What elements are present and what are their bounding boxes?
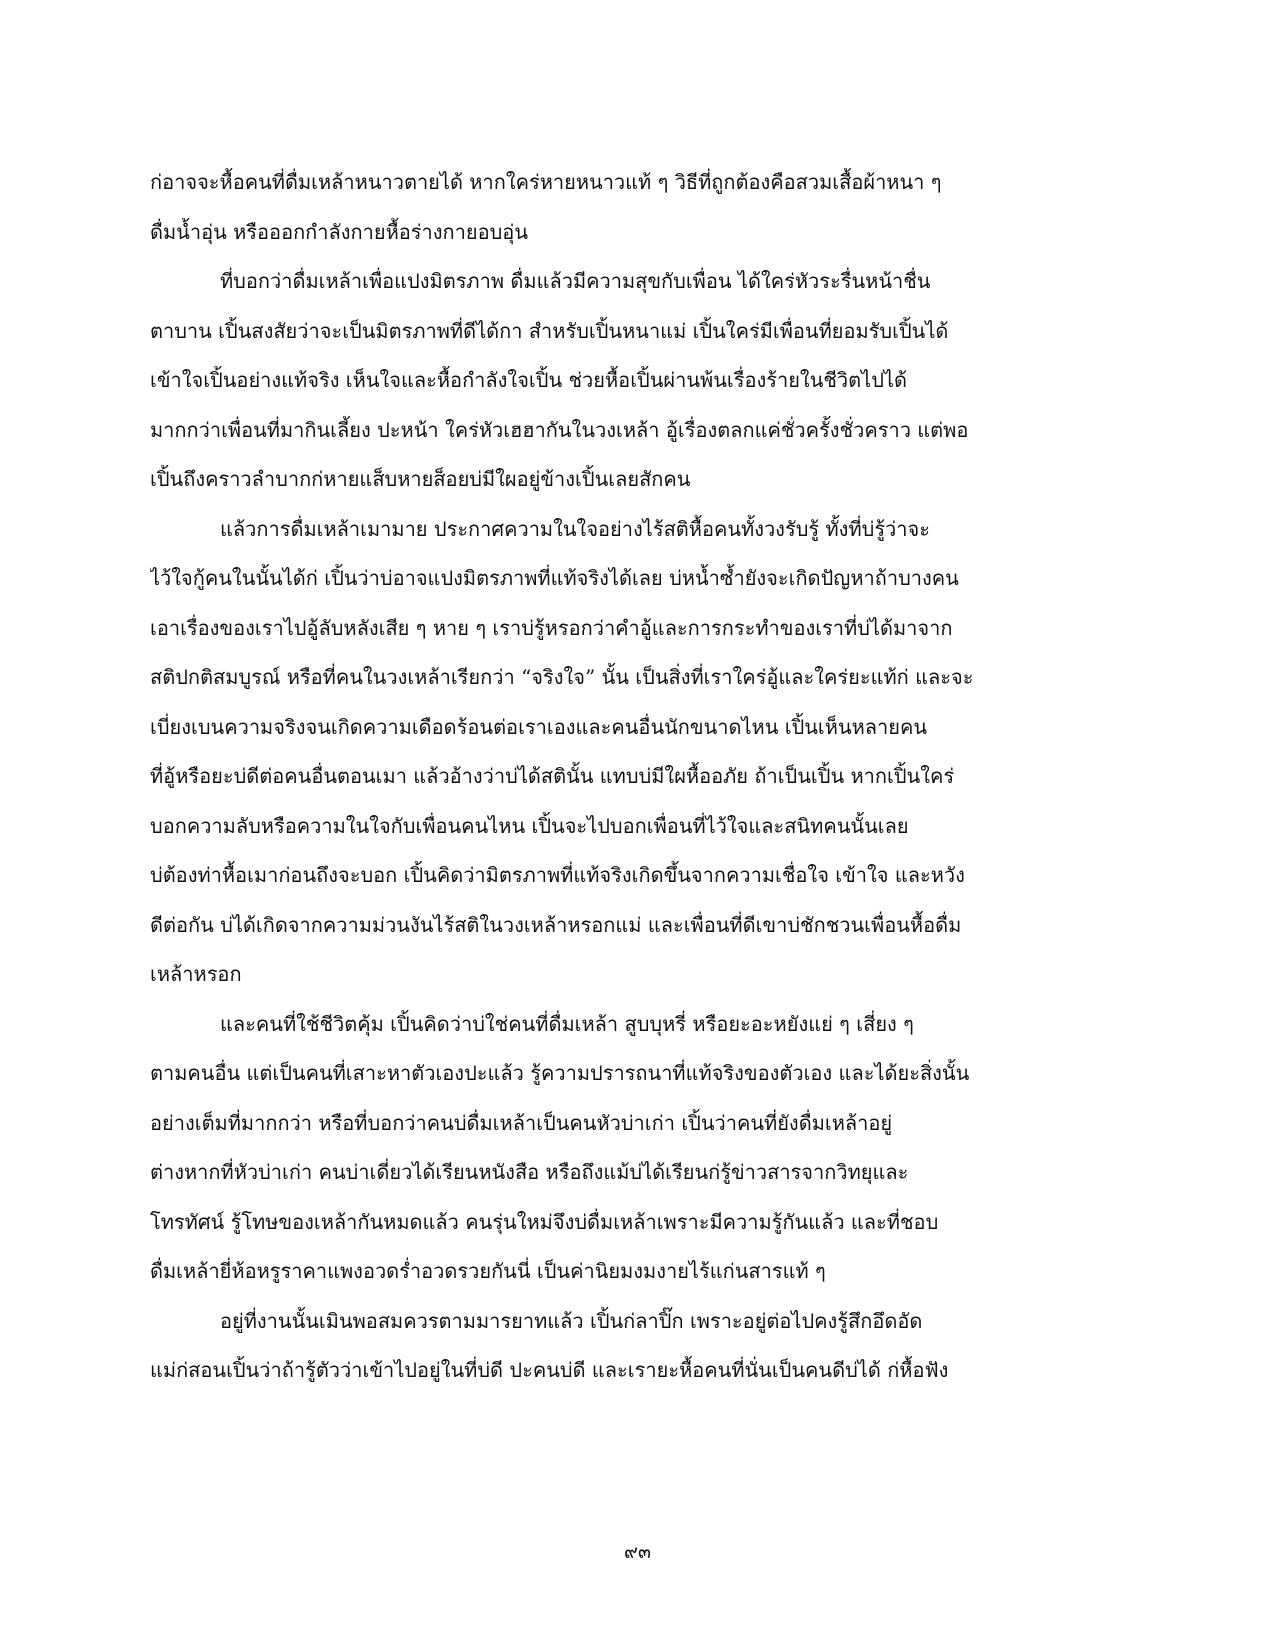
paragraph-start-line: อยู่ที่งานนั้นเมินพอสมควรตามมารยาทแล้ว เปิ้นก่ลาปิ๊ก เพราะอยู่ต่อไปคงรู้สึกอึดอัด	[220, 1308, 923, 1333]
text-line: เบี่ยงเบนความจริงจนเกิดความเดือดร้อนต่อเราเองและคนอื่นนักขนาดไหน เปิ้นเห็นหลายคน	[150, 714, 928, 739]
body-text	[150, 158, 1170, 1396]
text-line: ดื่มเหล้ายี่ห้อหรูราคาแพงอวดร่ำอวดรวยกันนี่ เป็นค่านิยมงมงายไร้แก่นสารแท้ ๆ	[150, 1259, 826, 1283]
paragraph-start-line: ที่บอกว่าดื่มเหล้าเพื่อแปงมิตรภาพ ดื่มแล้วมีความสุขกับเพื่อน ได้ใคร่หัวระรื่นหน้าชื่น	[220, 269, 931, 293]
text-line: ต่างหากที่หัวบ่าเก่า คนบ่าเดี่ยวได้เรียนหนังสือ หรือถึงแม้บ่ได้เรียนก่รู้ข่าวสารจากวิทยุและ	[150, 1160, 909, 1184]
text-line: โทรทัศน์ รู้โทษของเหล้ากันหมดแล้ว คนรุ่นใหม่จึงบ่ดื่มเหล้าเพราะมีความรู้กันแล้ว และที่ชอบ	[150, 1209, 939, 1234]
text-line: ที่อู้หรือยะบ่ดีต่อคนอื่นตอนเมา แล้วอ้างว่าบ่ได้สตินั้น แทบบ่มีใผหื้ออภัย ถ้าเป็นเปิ้น หากเปิ้นใคร่	[150, 764, 955, 788]
text-line: มากกว่าเพื่อนที่มากินเลี้ยง ปะหน้า ใคร่หัวเฮฮากันในวงเหล้า อู้เรื่องตลกแค่ชั่วครั้งชั่วคราว แต่พอ	[150, 417, 969, 442]
text-line: ไว้ใจกู้คนในนั้นได้ก่ เปิ้นว่าบ่อาจแปงมิตรภาพที่แท้จริงได้เลย บ่หน้ำซ้ำยังจะเกิดปัญหาถ้าบางคน	[150, 566, 959, 590]
page-number: ๙๓	[624, 1541, 651, 1563]
text-line: แม่ก่สอนเปิ้นว่าถ้ารู้ตัวว่าเข้าไปอยู่ในที่บ่ดี ปะคนบ่ดี และเรายะหื้อคนที่นั่นเป็นคนดีบ่ได้ ก่หื้อฟัง	[150, 1358, 949, 1382]
text-line: เอาเรื่องของเราไปอู้ลับหลังเสีย ๆ หาย ๆ เราบ่รู้หรอกว่าคำอู้และการกระทำของเราที่บ่ได้มาจาก	[150, 615, 953, 640]
text-line: ดีต่อกัน บ่ได้เกิดจากความม่วนงันไร้สติในวงเหล้าหรอกแม่ และเพื่อนที่ดีเขาบ่ชักชวนเพื่อนหื้อดื่ม	[150, 912, 962, 937]
text-line: สติปกติสมบูรณ์ หรือที่คนในวงเหล้าเรียกว่า “จริงใจ” นั้น เป็นสิ่งที่เราใคร่อู้และใคร่ยะแท้ก่ และจะ	[150, 665, 974, 689]
text-line: เข้าใจเปิ้นอย่างแท้จริง เห็นใจและหื้อกำลังใจเปิ้น ช่วยหื้อเปิ้นผ่านพ้นเรื่องร้ายในชีวิตไปได้	[150, 368, 907, 392]
text-line: บ่ต้องท่าหื้อเมาก่อนถึงจะบอก เปิ้นคิดว่ามิตรภาพที่แท้จริงเกิดขึ้นจากความเชื่อใจ เข้าใจ และหวัง	[150, 863, 965, 887]
paragraph-start-line: และคนที่ใช้ชีวิตคุ้ม เปิ้นคิดว่าบ่ใช่คนที่ดื่มเหล้า สูบบุหรี่ หรือยะอะหยังแย่ ๆ เสี่ยง ๆ	[220, 1011, 914, 1036]
text-line: ก่อาจจะหื้อคนที่ดื่มเหล้าหนาวตายได้ หากใคร่หายหนาวแท้ ๆ วิธีที่ถูกต้องคือสวมเสื้อผ้าหนา ๆ	[150, 170, 942, 194]
text-line: ดื่มน้ำอุ่น หรือออกกำลังกายหื้อร่างกายอบอุ่น	[150, 219, 528, 244]
text-line: ตาบาน เปิ้นสงสัยว่าจะเป็นมิตรภาพที่ดีได้กา สำหรับเปิ้นหนาแม่ เปิ้นใคร่มีเพื่อนที่ยอมรับเปิ้นได้	[150, 318, 949, 343]
paragraph-start-line: แล้วการดื่มเหล้าเมามาย ประกาศความในใจอย่างไร้สติหื้อคนทั้งวงรับรู้ ทั้งที่บ่รู้ว่าจะ	[220, 516, 930, 541]
text-line: ตามคนอื่น แต่เป็นคนที่เสาะหาตัวเองปะแล้ว รู้ความปรารถนาที่แท้จริงของตัวเอง และได้ยะสิ่งนั้น	[150, 1061, 970, 1085]
text-line: เปิ้นถึงคราวลำบากก่หายแส็บหายส็อยบ่มีใผอยู่ข้างเปิ้นเลยสักคน	[150, 467, 691, 491]
text-line: บอกความลับหรือความในใจกับเพื่อนคนไหน เปิ้นจะไปบอกเพื่อนที่ไว้ใจและสนิทคนนั้นเลย	[150, 813, 909, 838]
text-line: อย่างเต็มที่มากกว่า หรือที่บอกว่าคนบ่ดื่มเหล้าเป็นคนหัวบ่าเก่า เปิ้นว่าคนที่ยังดื่มเหล้าอยู่	[150, 1110, 893, 1135]
text-line: เหล้าหรอก	[150, 962, 242, 986]
